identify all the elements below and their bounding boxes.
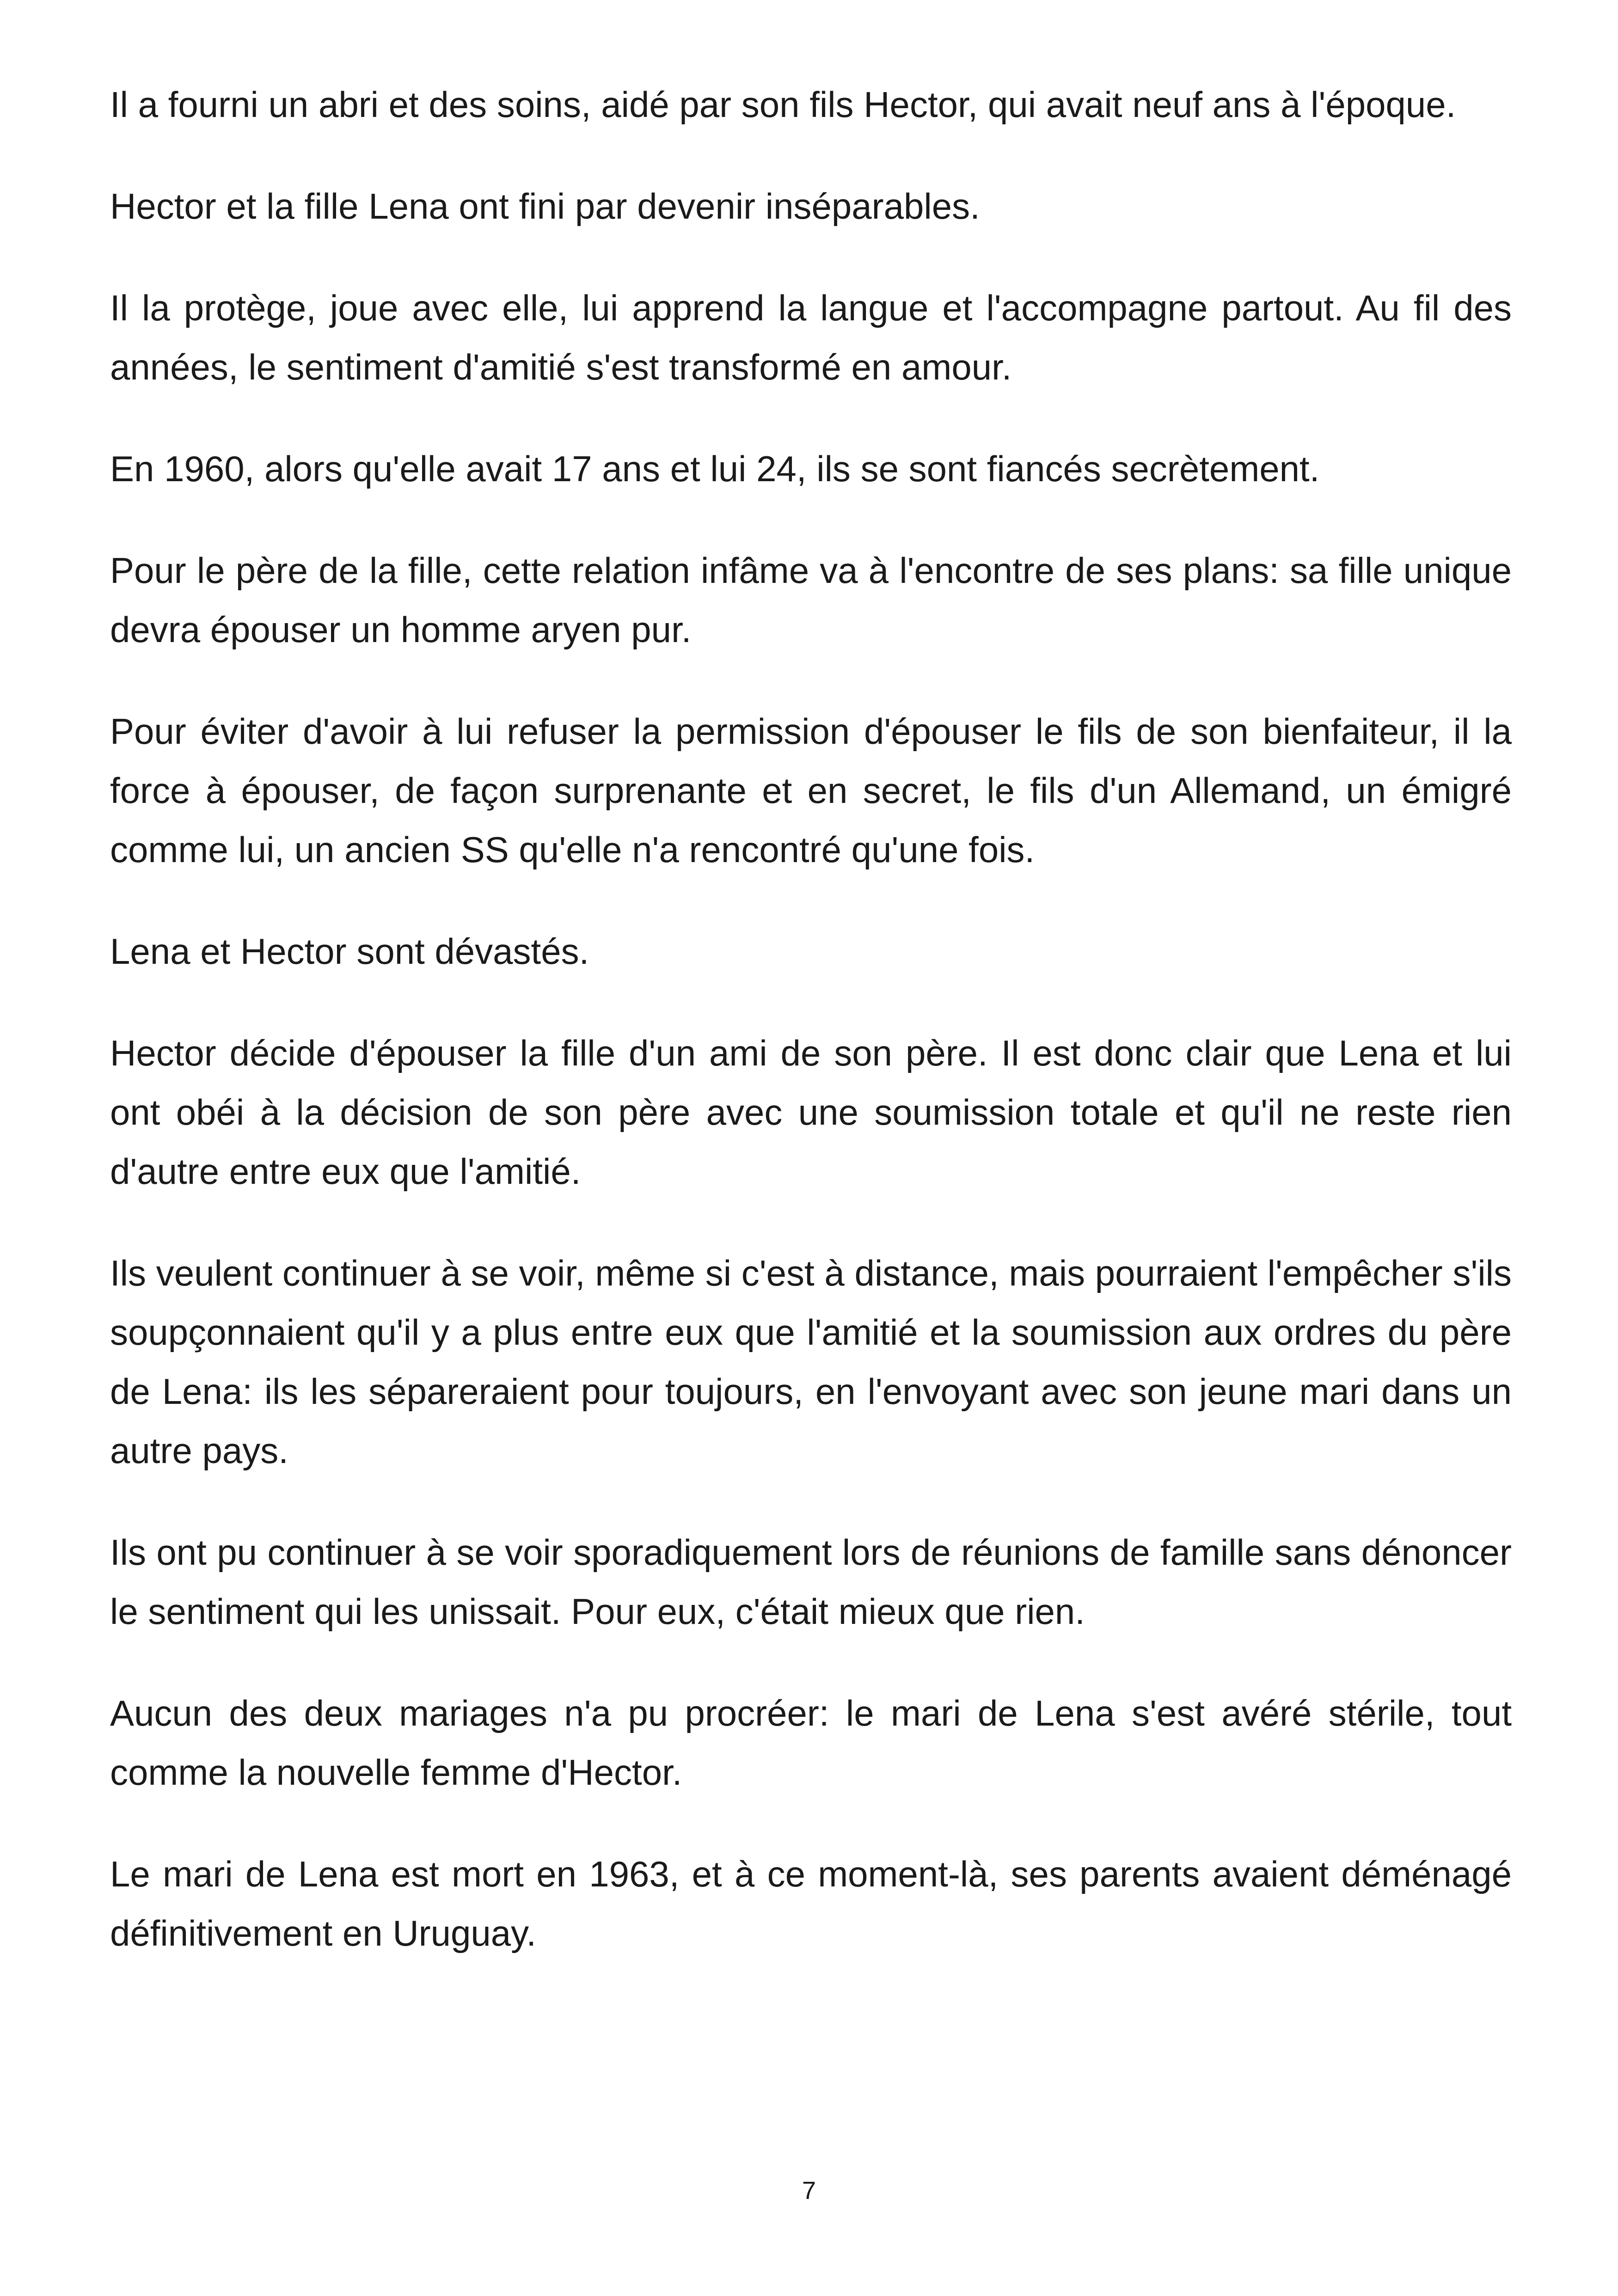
paragraph: Pour éviter d'avoir à lui refuser la permission d'épouser le fils de son bienfaiteur, il la force à épouser, de façon surprenante et en secret, le fils d'un Allemand, un émigré comme lui, un ancien SS qu'elle n'a rencontré qu'une fois. — [110, 711, 1512, 870]
page-number: 7 — [802, 2177, 816, 2204]
body-text — [110, 75, 1512, 2005]
paragraph: Ils veulent continuer à se voir, même si c'est à distance, mais pourraient l'empêcher s'ils soupçonnaient qu'il y a plus entre eux que l'amitié et la soumission aux ordres du père de Lena: ils les sépareraient pour toujours, en l'envoyant avec son jeune mari dans un autre pays. — [110, 1253, 1512, 1471]
paragraph: Hector décide d'épouser la fille d'un ami de son père. Il est donc clair que Lena et lui ont obéi à la décision de son père avec une soumission totale et qu'il ne reste rien d'autre entre eux que l'amitié. — [110, 1033, 1512, 1192]
paragraph: En 1960, alors qu'elle avait 17 ans et lui 24, ils se sont fiancés secrètement. — [110, 448, 1320, 489]
paragraph: Le mari de Lena est mort en 1963, et à ce moment-là, ses parents avaient déménagé définitivement en Uruguay. — [110, 1854, 1512, 1953]
paragraph: Il la protège, joue avec elle, lui apprend la langue et l'accompagne partout. Au fil des années, le sentiment d'amitié s'est transformé en amour. — [110, 288, 1512, 387]
paragraph: Pour le père de la fille, cette relation infâme va à l'encontre de ses plans: sa fille unique devra épouser un homme aryen pur. — [110, 550, 1512, 650]
paragraph: Hector et la fille Lena ont fini par devenir inséparables. — [110, 186, 980, 227]
paragraph: Aucun des deux mariages n'a pu procréer: le mari de Lena s'est avéré stérile, tout comme la nouvelle femme d'Hector. — [110, 1693, 1512, 1793]
paragraph: Il a fourni un abri et des soins, aidé par son fils Hector, qui avait neuf ans à l'époque. — [110, 84, 1456, 125]
paragraph: Ils ont pu continuer à se voir sporadiquement lors de réunions de famille sans dénoncer le sentiment qui les unissait. Pour eux, c'était mieux que rien. — [110, 1532, 1512, 1632]
paragraph: Lena et Hector sont dévastés. — [110, 931, 589, 972]
